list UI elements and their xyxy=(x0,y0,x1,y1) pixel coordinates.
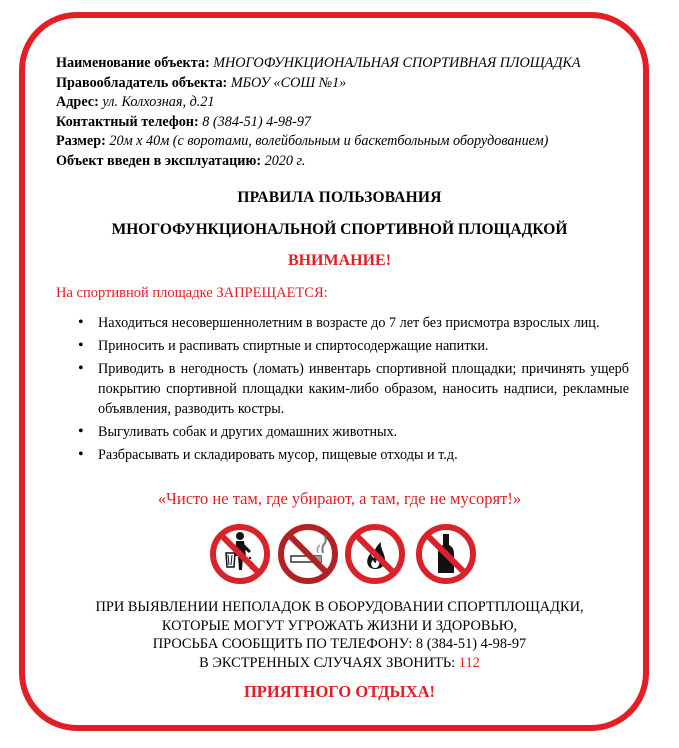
closing-message: ПРИЯТНОГО ОТДЫХА! xyxy=(243,682,436,701)
info-phone: Контактный телефон: 8 (384-51) 4-98-97 xyxy=(56,113,312,130)
no-smoking-icon xyxy=(277,523,339,585)
no-littering-icon xyxy=(209,523,271,585)
slogan: «Чисто не там, где убирают, а там, где не мусорят!» xyxy=(157,489,522,508)
list-item: • Приводить в негодность (ломать) инвентарь спортивной площадки; причинять ущерб покрытию спортивной площадки каким-либо образом, наносить надписи, рекламные объявления, разводить костры. xyxy=(78,359,629,419)
rules-title-line1: ПРАВИЛА ПОЛЬЗОВАНИЯ xyxy=(237,189,442,206)
list-item: • Разбрасывать и складировать мусор, пищевые отходы и т.д. xyxy=(78,445,629,465)
notice-line4: В ЭКСТРЕННЫХ СЛУЧАЯХ ЗВОНИТЬ: 112 xyxy=(199,654,480,671)
info-owner: Правообладатель объекта: МБОУ «СОШ №1» xyxy=(56,74,347,91)
forbidden-intro: На спортивной площадке ЗАПРЕЩАЕТСЯ: xyxy=(56,285,328,301)
notice-line1: ПРИ ВЫЯВЛЕНИИ НЕПОЛАДОК В ОБОРУДОВАНИИ СПОРТПЛОЩАДКИ, xyxy=(95,599,584,615)
info-address: Адрес: ул. Колхозная, д.21 xyxy=(56,94,215,110)
emergency-notice xyxy=(0,598,679,672)
prohibition-icons xyxy=(209,523,477,585)
no-fire-icon xyxy=(344,523,406,585)
rules-list xyxy=(78,313,629,468)
info-name: Наименование объекта: МНОГОФУНКЦИОНАЛЬНАЯ СПОРТИВНАЯ ПЛОЩАДКА xyxy=(56,55,581,71)
info-size: Размер: 20м х 40м (с воротами, волейбольным и баскетбольным оборудованием) xyxy=(56,133,549,149)
attention-heading: ВНИМАНИЕ! xyxy=(287,252,392,269)
rules-title-line2: МНОГОФУНКЦИОНАЛЬНОЙ СПОРТИВНОЙ ПЛОЩАДКОЙ xyxy=(111,221,568,238)
notice-line3: ПРОСЬБА СООБЩИТЬ ПО ТЕЛЕФОНУ: 8 (384-51) 4-98-97 xyxy=(152,636,527,653)
list-item: • Приносить и распивать спиртные и спиртосодержащие напитки. xyxy=(78,336,629,356)
emergency-number: 112 xyxy=(458,654,480,671)
no-alcohol-icon xyxy=(415,523,477,585)
list-item: • Находиться несовершеннолетним в возрасте до 7 лет без присмотра взрослых лиц. xyxy=(78,313,629,333)
info-commissioned: Объект введен в эксплуатацию: 2020 г. xyxy=(56,152,306,169)
notice-line2: КОТОРЫЕ МОГУТ УГРОЖАТЬ ЖИЗНИ И ЗДОРОВЬЮ, xyxy=(161,617,518,634)
object-info xyxy=(56,54,656,171)
list-item: • Выгуливать собак и других домашних животных. xyxy=(78,422,629,442)
